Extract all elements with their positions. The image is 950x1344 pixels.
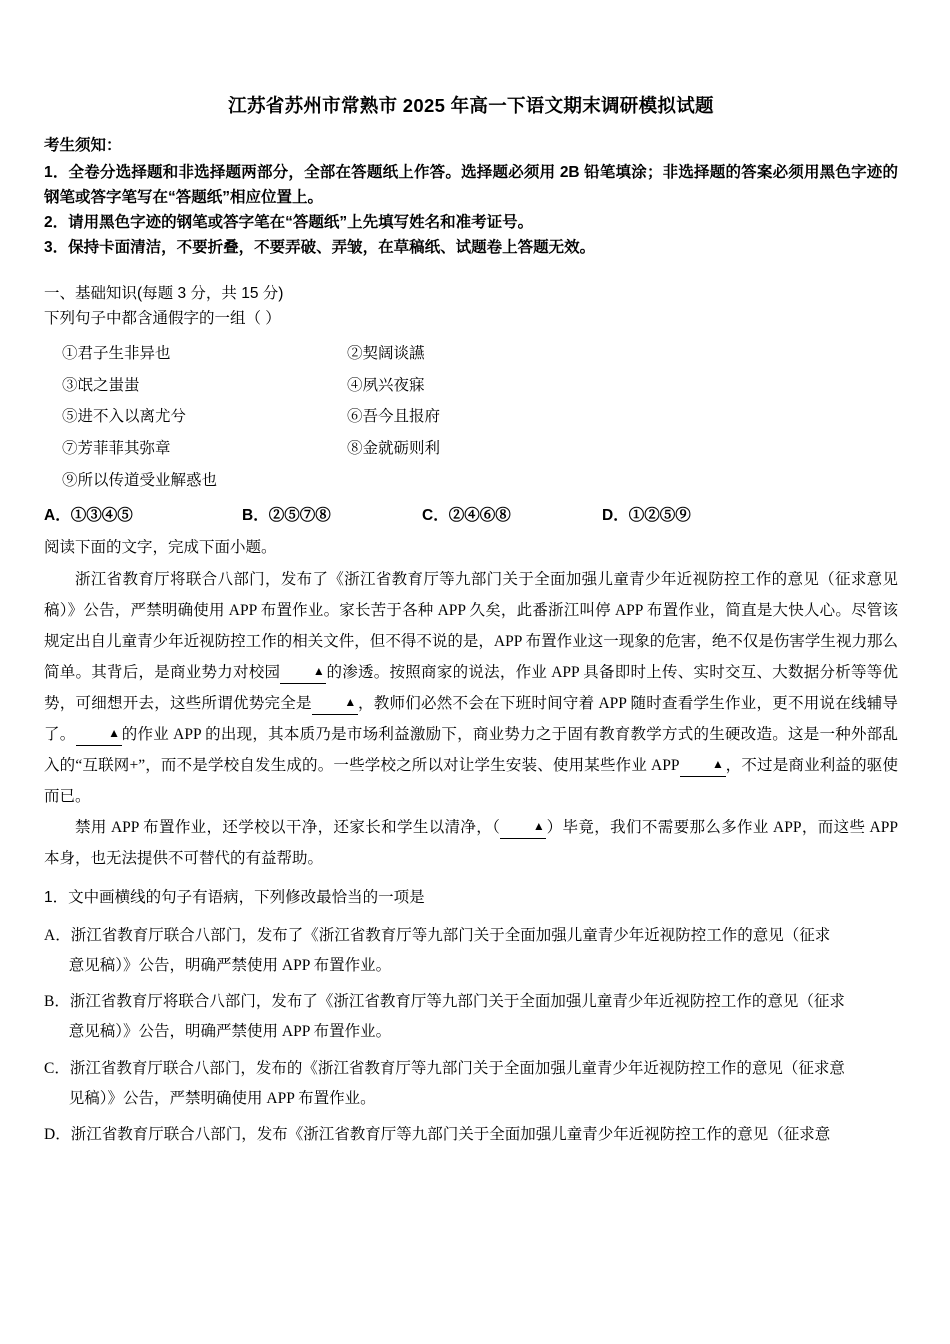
- choice-b-line2: 意见稿）》公告，明确严禁使用 APP 布置作业。: [68, 1023, 392, 1041]
- notice-item-1: 1．全卷分选择题和非选择题两部分，全部在答题纸上作答。选择题必须用 2B 铅笔填涂；非选择题的答案必须用黑色字迹的钢笔或答字笔写在“答题纸”相应位置上。: [44, 163, 898, 206]
- choice-c-line2: 见稿）》公告，严禁明确使用 APP 布置作业。: [68, 1089, 376, 1107]
- answer-choices-row: [44, 499, 898, 533]
- reading-passage: [44, 564, 898, 874]
- answer-choice-d: D．①②⑤⑨: [602, 506, 691, 524]
- option-grid: [44, 338, 898, 497]
- passage-seg-2: 的渗透。按照商家的说法，作业 APP 具备即时上传、实时交互、大数据分析等等优势，可细想开去，这些所谓优势完全是: [44, 664, 898, 713]
- passage-seg-4: 的作业 APP 的出现，其本质乃是市场利益激励下，商业势力之于固有教育教学方式的生硬改造。这是一种外部乱入的“互联网+”，而不是学校自发生成的。一些学校之所以对让学生安装、使用某些作业 APP: [44, 726, 898, 775]
- section-one-title: 一、基础知识(每题 3 分，共 15 分): [44, 285, 284, 303]
- choice-b-label: B．: [44, 993, 70, 1011]
- passage-seg-3: ，教师们必然不会在下班时间守着 APP 随时查看学生作业，更不用说在线辅导了。: [44, 695, 898, 744]
- notice-heading: 考生须知：: [44, 136, 122, 154]
- option-item-7: ⑦芳菲菲其弥章: [62, 440, 171, 458]
- reading-instruction: 阅读下面的文字，完成下面小题。: [44, 538, 277, 556]
- choice-a-line2: 意见稿）》公告，明确严禁使用 APP 布置作业。: [68, 956, 392, 974]
- question-1-number: 1．: [44, 889, 69, 907]
- choice-c-label: C．: [44, 1059, 70, 1077]
- notice-item-3: 3．保持卡面清洁，不要折叠，不要弄破、弄皱，在草稿纸、试题卷上答题无效。: [44, 239, 596, 257]
- blank-marker-2: ▲: [312, 695, 358, 715]
- option-row: [44, 370, 898, 402]
- question-1-choice-a: [44, 921, 898, 981]
- question-1-text: 文中画横线的句子有语病，下列修改最恰当的一项是: [68, 889, 425, 907]
- blank-marker-4: ▲: [680, 757, 726, 777]
- option-row: [44, 338, 898, 370]
- page-title: 江苏省苏州市常熟市 2025 年高一下语文期末调研模拟试题: [228, 95, 714, 116]
- option-item-4: ④夙兴夜寐: [347, 376, 425, 394]
- passage-p2-seg-2: ）毕竟，我们不需要那么多作业 APP，而这些 APP 本身，也无法提供不可替代的有益帮助。: [44, 819, 898, 868]
- answer-choice-c: C．②④⑥⑧: [422, 506, 511, 524]
- section-one-stem: 下列句子中都含通假字的一组（ ）: [44, 310, 281, 327]
- passage-paragraph-2: [44, 812, 898, 874]
- passage-seg-5: ，不过是商业利益的驱使而已。: [44, 757, 898, 806]
- notice-item-2: 2．请用黑色字迹的钢笔或答字笔在“答题纸”上先填写姓名和准考证号。: [44, 213, 534, 231]
- choice-b-line1: 浙江省教育厅将联合八部门，发布了《浙江省教育厅等九部门关于全面加强儿童青少年近视防控工作的意见（征求: [69, 993, 845, 1011]
- question-1-choice-d: [44, 1120, 898, 1150]
- option-row: [44, 433, 898, 465]
- choice-a-label: A．: [44, 926, 71, 944]
- answer-choice-a: A．①③④⑤: [44, 506, 133, 524]
- question-1-choice-b: [44, 987, 898, 1047]
- option-item-5: ⑤进不入以离尤兮: [62, 408, 187, 426]
- option-item-1: ①君子生非异也: [62, 344, 171, 362]
- blank-marker-1: ▲: [280, 664, 326, 684]
- passage-p2-seg-1: 禁用 APP 布置作业，还学校以干净，还家长和学生以清净，（: [75, 819, 501, 837]
- option-item-9: ⑨所以传道受业解惑也: [62, 471, 218, 489]
- question-1-stem: [44, 882, 898, 915]
- passage-seg-1: 浙江省教育厅将联合八部门，发布了《浙江省教育厅等九部门关于全面加强儿童青少年近视防控工作的意见（征求意见稿）》公告，严禁明确使用 APP 布置作业。家长苦于各种 APP 久矣，此番浙江叫停 APP 布置作业，简直是大快人心。尽管该规定出自儿童青少年近视防控工作的相关文件，但不得不说的是，APP 布置作业这一现象的危害，绝不仅是伤害学生视力那么简单。其背后，是商业势力对校园: [44, 571, 898, 682]
- choice-c-line1: 浙江省教育厅联合八部门，发布的《浙江省教育厅等九部门关于全面加强儿童青少年近视防控工作的意见（征求意: [69, 1059, 845, 1077]
- option-item-6: ⑥吾今且报府: [347, 408, 441, 426]
- option-item-2: ②契阔谈讌: [347, 344, 425, 362]
- choice-d-label: D．: [44, 1126, 71, 1144]
- option-row: [44, 401, 898, 433]
- blank-marker-5: ▲: [500, 819, 546, 839]
- option-item-3: ③氓之蚩蚩: [62, 376, 140, 394]
- option-item-8: ⑧金就砺则利: [347, 440, 441, 458]
- blank-marker-3: ▲: [76, 726, 122, 746]
- choice-d-line1: 浙江省教育厅联合八部门，发布《浙江省教育厅等九部门关于全面加强儿童青少年近视防控工作的意见（征求意: [70, 1126, 831, 1144]
- passage-paragraph-1: [44, 564, 898, 812]
- question-1-choice-c: [44, 1054, 898, 1114]
- answer-choice-b: B．②⑤⑦⑧: [242, 506, 331, 524]
- choice-a-line1: 浙江省教育厅联合八部门，发布了《浙江省教育厅等九部门关于全面加强儿童青少年近视防控工作的意见（征求: [70, 926, 831, 944]
